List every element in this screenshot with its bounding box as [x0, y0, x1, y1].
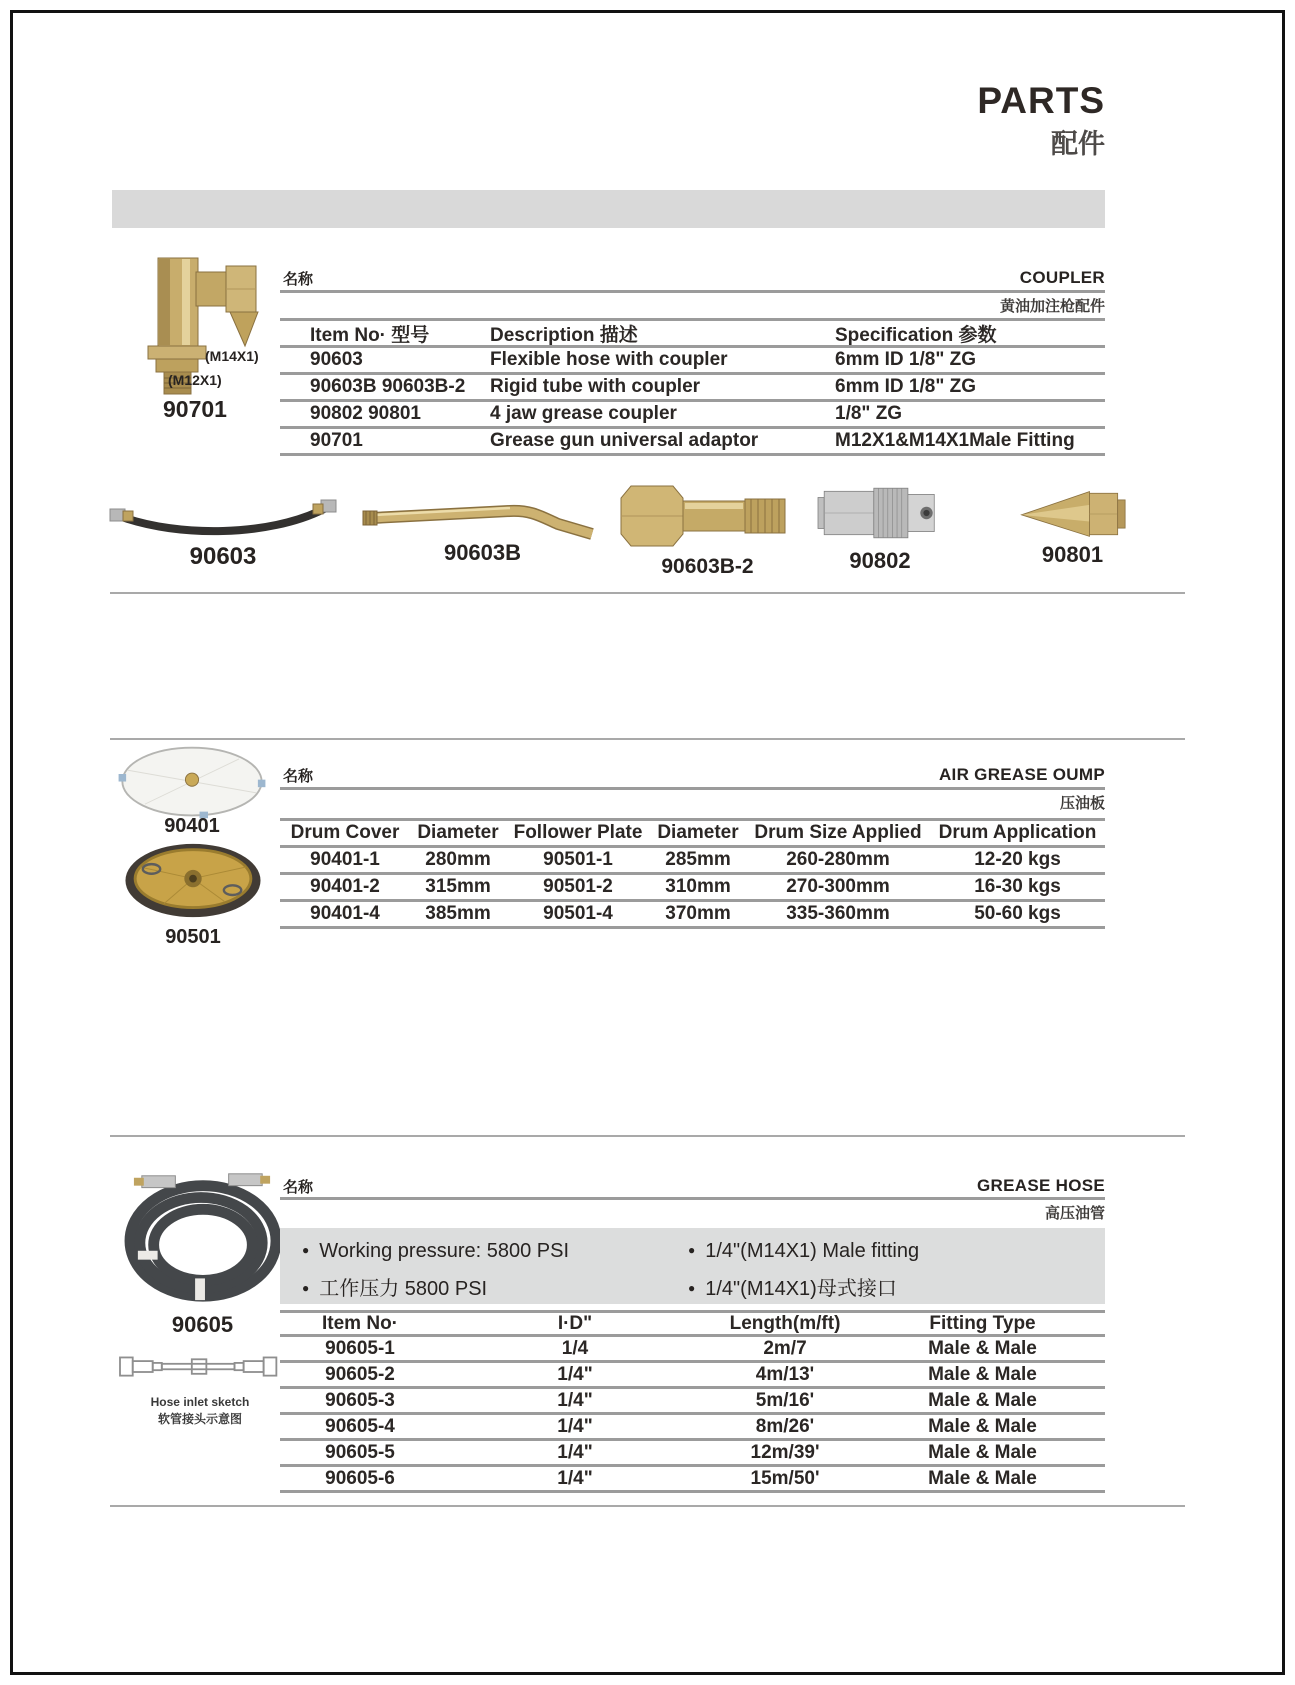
col-header: Description 描述 — [490, 324, 638, 346]
length: 12m/39' — [750, 1441, 820, 1463]
item-no: 90603 — [310, 349, 363, 370]
product-caption: 90801 — [1041, 542, 1104, 567]
follower-plate-no: 90501-4 — [543, 903, 613, 924]
col-header: Diameter — [417, 822, 499, 843]
inner-diameter: 1/4 — [561, 1337, 589, 1359]
follower-plate-no: 90501-2 — [543, 876, 613, 897]
hose-sketch-caption-cn: 软管接头示意图 — [157, 1412, 242, 1426]
table-row — [280, 372, 1105, 399]
length: 2m/7 — [763, 1337, 807, 1359]
product-caption: 90603 — [189, 543, 257, 570]
plate-diameter: 285mm — [665, 849, 731, 870]
pump-name-label: 名称 — [283, 768, 314, 785]
col-header: Fitting Type — [929, 1312, 1036, 1334]
pump-section-title-cn: 压油板 — [1059, 795, 1105, 812]
length: 15m/50' — [750, 1467, 820, 1489]
item-no: 90605-2 — [325, 1363, 395, 1385]
fitting-type: Male & Male — [928, 1389, 1037, 1411]
drum-size: 260-280mm — [786, 849, 890, 870]
pump-section-title: AIR GREASE OUMP — [938, 765, 1105, 784]
item-no: 90605-6 — [325, 1467, 395, 1489]
inner-diameter: 1/4" — [557, 1467, 593, 1489]
hero-caption: 90701 — [163, 396, 227, 422]
spec-bullet: ● 1/4"(M14X1)母式接口 — [688, 1272, 897, 1301]
table-row — [280, 845, 1105, 872]
table-row — [280, 426, 1105, 453]
inner-diameter: 1/4" — [557, 1389, 593, 1411]
table-row — [280, 899, 1105, 926]
product-caption: 90802 — [849, 548, 911, 573]
bottom-divider — [110, 1505, 1185, 1507]
hose-table — [280, 1310, 1105, 1493]
coupler-section-title-cn: 黄油加注枪配件 — [999, 298, 1105, 315]
table-row — [280, 1412, 1105, 1438]
drum-cover-no: 90401-1 — [310, 849, 380, 870]
col-header: Length(m/ft) — [729, 1312, 841, 1334]
table-row — [280, 1464, 1105, 1490]
inner-diameter: 1/4" — [557, 1415, 593, 1437]
drum-cover-no: 90401-4 — [310, 903, 380, 924]
table-row — [280, 872, 1105, 899]
top-gray-band — [112, 190, 1105, 228]
page-title-cn: 配件 — [1051, 129, 1105, 159]
product-90603-image — [108, 495, 338, 545]
hose-section-title-cn: 高压油管 — [1044, 1205, 1105, 1222]
spec-bullet: ● 1/4"(M14X1) Male fitting — [688, 1240, 919, 1263]
hose-name-label: 名称 — [283, 1179, 314, 1196]
col-header: Drum Size Applied — [754, 822, 922, 843]
drum-application: 50-60 kgs — [974, 903, 1061, 924]
specification: 6mm ID 1/8" ZG — [835, 349, 976, 370]
specification: 6mm ID 1/8" ZG — [835, 376, 976, 397]
pump-title-rule — [280, 787, 1105, 790]
item-no: 90603B 90603B-2 — [310, 376, 466, 397]
drum-application: 16-30 kgs — [974, 876, 1061, 897]
spec-bullet: ● Working pressure: 5800 PSI — [302, 1240, 569, 1263]
drum-size: 335-360mm — [786, 903, 890, 924]
table-row — [280, 1334, 1105, 1360]
plate-diameter: 370mm — [665, 903, 731, 924]
product-caption: 90603B — [443, 540, 522, 565]
page-title: PARTS — [977, 80, 1105, 121]
hose-table-header-row — [280, 1310, 1105, 1334]
table-row — [280, 1438, 1105, 1464]
product-90801-image — [1005, 485, 1140, 543]
col-header: Item No· 型号 — [310, 324, 430, 346]
inner-diameter: 1/4" — [557, 1441, 593, 1463]
product-caption: 90603B-2 — [661, 555, 754, 578]
fitting-type: Male & Male — [928, 1467, 1037, 1489]
drum-cover-no: 90401-2 — [310, 876, 380, 897]
section-divider — [110, 592, 1185, 594]
hose-coil-90605-image — [115, 1160, 290, 1308]
table-row — [280, 399, 1105, 426]
drum-cover-90401-image — [112, 742, 272, 822]
col-header: Drum Cover — [290, 822, 400, 843]
spec-bullet: ● 工作压力 5800 PSI — [302, 1272, 487, 1301]
length: 8m/26' — [755, 1415, 815, 1437]
follower-plate-no: 90501-1 — [543, 849, 613, 870]
pump-table — [280, 818, 1105, 929]
product-90603b2-image — [615, 478, 800, 556]
follower-plate-caption: 90501 — [165, 926, 221, 948]
hero-note-m14x1: (M14X1) — [205, 348, 259, 364]
fitting-type: Male & Male — [928, 1441, 1037, 1463]
col-header: Diameter — [657, 822, 739, 843]
item-no: 90605-5 — [325, 1441, 395, 1463]
drum-cover-caption: 90401 — [164, 815, 220, 837]
product-90603b-image — [360, 492, 605, 547]
fitting-type: Male & Male — [928, 1415, 1037, 1437]
coupler-title-rule — [280, 290, 1105, 293]
item-no: 90605-3 — [325, 1389, 395, 1411]
hose-sketch-caption-en: Hose inlet sketch — [150, 1395, 250, 1409]
item-no: 90802 90801 — [310, 403, 421, 424]
follower-plate-90501-image — [118, 840, 268, 922]
col-header: Specification 参数 — [835, 324, 997, 346]
cover-diameter: 315mm — [425, 876, 491, 897]
col-header: I·D" — [557, 1312, 593, 1334]
specification: M12X1&M14X1Male Fitting — [835, 430, 1075, 451]
description: Grease gun universal adaptor — [490, 430, 759, 451]
length: 4m/13' — [755, 1363, 815, 1385]
fitting-type: Male & Male — [928, 1363, 1037, 1385]
plate-diameter: 310mm — [665, 876, 731, 897]
pump-table-header-row — [280, 818, 1105, 845]
description: 4 jaw grease coupler — [490, 403, 677, 424]
description: Rigid tube with coupler — [490, 376, 701, 397]
table-row — [280, 1360, 1105, 1386]
inner-diameter: 1/4" — [557, 1363, 593, 1385]
hose-title-rule — [280, 1197, 1105, 1200]
coupler-section-title: COUPLER — [1019, 268, 1105, 287]
coupler-table-header-row — [280, 318, 1105, 345]
col-header: Drum Application — [938, 822, 1097, 843]
table-row — [280, 345, 1105, 372]
hose-spec-box — [280, 1228, 1105, 1304]
coupler-table — [280, 318, 1105, 456]
length: 5m/16' — [755, 1389, 815, 1411]
drum-size: 270-300mm — [786, 876, 890, 897]
item-no: 90605-4 — [325, 1415, 395, 1437]
drum-application: 12-20 kgs — [974, 849, 1061, 870]
product-90802-image — [800, 482, 960, 544]
hose-section-title: GREASE HOSE — [977, 1176, 1105, 1195]
section-divider — [110, 1135, 1185, 1137]
item-no: 90701 — [310, 430, 363, 451]
cover-diameter: 385mm — [425, 903, 491, 924]
item-no: 90605-1 — [325, 1337, 395, 1359]
section-divider — [110, 738, 1185, 740]
col-header: Follower Plate — [513, 822, 643, 843]
cover-diameter: 280mm — [425, 849, 491, 870]
hero-note-m12x1: (M12X1) — [168, 372, 222, 388]
fitting-type: Male & Male — [928, 1337, 1037, 1359]
hose-coil-caption: 90605 — [171, 1312, 234, 1337]
hose-inlet-sketch-image — [110, 1342, 290, 1392]
col-header: Item No· — [322, 1312, 398, 1334]
specification: 1/8" ZG — [835, 403, 903, 424]
description: Flexible hose with coupler — [490, 349, 728, 370]
coupler-name-label: 名称 — [283, 271, 314, 288]
table-row — [280, 1386, 1105, 1412]
